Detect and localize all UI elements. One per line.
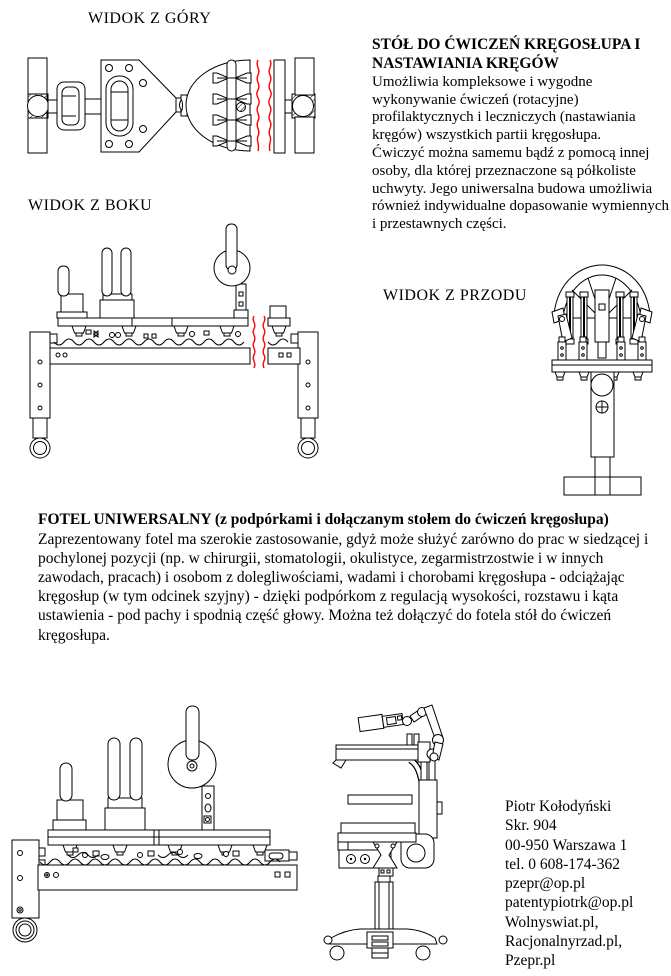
- figure-table-front-view: [550, 262, 655, 497]
- contact-email-2: patentypiotrk@op.pl: [505, 894, 634, 912]
- contact-po-box: Skr. 904: [505, 817, 557, 835]
- contact-site-1: Wolnyswiat.pl,: [505, 913, 599, 931]
- figure-table-attachment-side-view: [8, 698, 308, 968]
- figure-chair-side-view: [315, 692, 480, 976]
- table-paragraph-2: Ćwiczyć można samemu bądź z pomocą innej osoby, dla której przeznaczone są półkoliste uchwyty. Jego uniwersalna budowa umożliwia również indywidualne dopasowanie wymiennych i przestawnych części.: [372, 145, 670, 232]
- figure-table-top-view: [24, 50, 324, 162]
- contact-block: [505, 797, 670, 971]
- table-title: STÓŁ DO ĆWICZEŃ KRĘGOSŁUPA I NASTAWIANIA KRĘGÓW: [372, 36, 641, 72]
- contact-name: Piotr Kołodyński: [505, 798, 612, 815]
- table-paragraph-1: Umożliwia kompleksowe i wygodne wykonywanie ćwiczeń (rotacyjne) profilaktycznych i leczniczych (nastawiania kręgów) wszystkich partii kręgosłupa.: [372, 74, 636, 143]
- chair-paragraph: Zaprezentowany fotel ma szerokie zastosowanie, gdyż może służyć zarówno do prac w siedzącej i pochylonej pozycji (np. w chirurgii, stomatologii, okulistyce, zegarmistrzostwie i w innych zawodach, pracach) i osobom z dolegliwościami, wadami i chorobami kręgosłupa - odciążając kręgosłup (w tym odcinek szyjny) - dzięki podpórkom z regulacją wysokości, rozstawu i kąta ustawienia - pod pachy i spodnią część głowy. Można też dołączyć do fotela stół do ćwiczeń kręgosłupa.: [38, 530, 649, 644]
- table-description: [372, 36, 671, 233]
- chair-description: [38, 511, 652, 645]
- chair-title: FOTEL UNIWERSALNY (z podpórkami i dołączanym stołem do ćwiczeń kręgosłupa): [38, 511, 609, 528]
- contact-phone: tel. 0 608-174-362: [505, 855, 620, 873]
- label-front-view: WIDOK Z PRZODU: [383, 287, 527, 304]
- contact-city: 00-950 Warszawa 1: [505, 836, 628, 854]
- contact-email-1: pzepr@op.pl: [505, 875, 586, 893]
- contact-site-3: Pzepr.pl: [505, 952, 556, 970]
- label-side-view: WIDOK Z BOKU: [28, 197, 153, 214]
- contact-site-2: Racjonalnyrzad.pl,: [505, 933, 623, 951]
- figure-table-side-view: [24, 222, 324, 472]
- label-top-view: WIDOK Z GÓRY: [88, 10, 212, 27]
